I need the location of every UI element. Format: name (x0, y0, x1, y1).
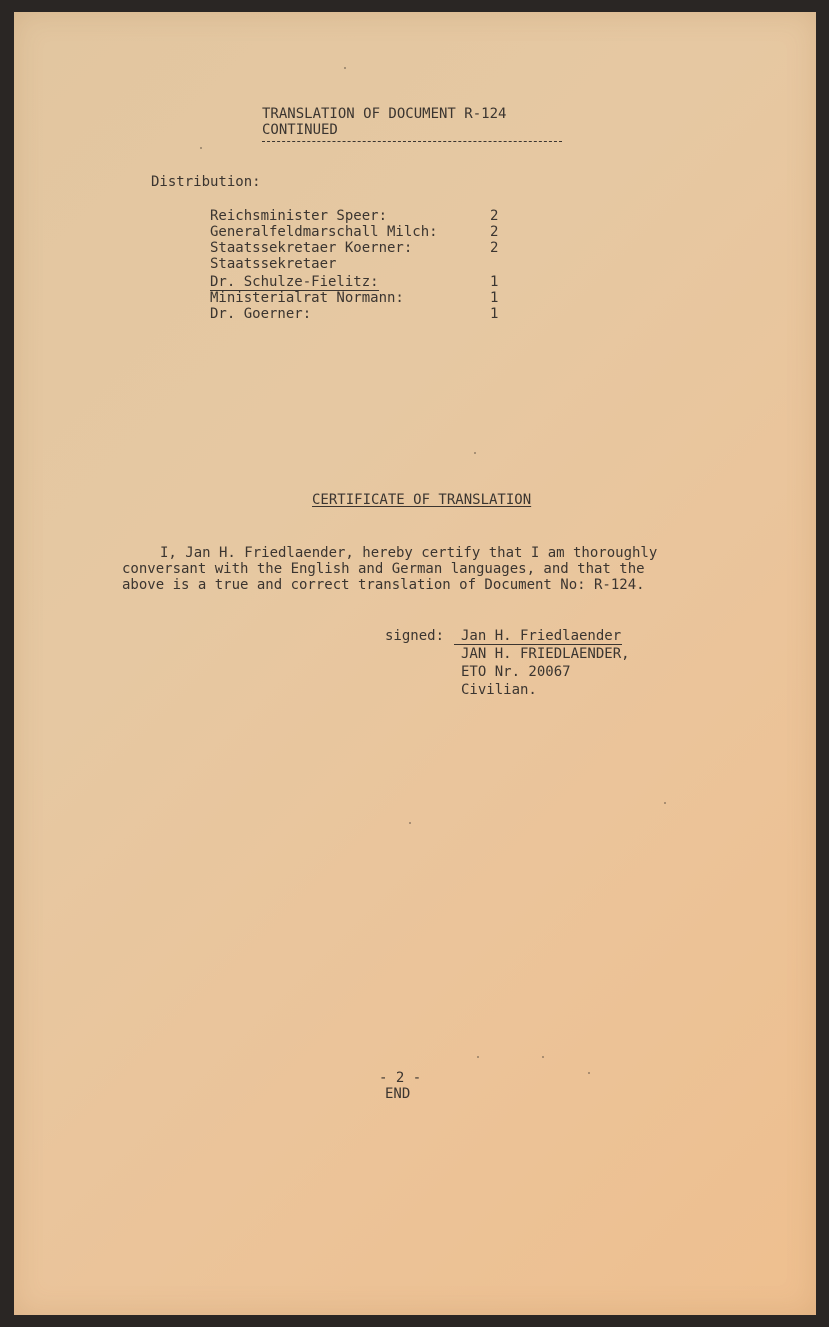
signature-status: Civilian. (461, 682, 537, 698)
distribution-entry-name: Reichsminister Speer: (210, 208, 388, 224)
paper-speck (588, 1072, 590, 1074)
distribution-label: Distribution: (151, 174, 261, 190)
distribution-entry-count: 1 (490, 274, 499, 290)
paper-speck (344, 67, 346, 69)
distribution-entry-count: 1 (490, 290, 499, 306)
certificate-line: I, Jan H. Friedlaender, hereby certify that I am thoroughly (160, 545, 658, 561)
paper-speck (664, 802, 666, 804)
distribution-entry-name: Ministerialrat Normann: (210, 290, 404, 306)
distribution-entry-count: 2 (490, 240, 499, 256)
signature-name: Jan H. Friedlaender (461, 628, 622, 644)
certificate-line: conversant with the English and German languages, and that the (122, 561, 645, 577)
page-number: - 2 - (379, 1070, 422, 1086)
signature-id: ETO Nr. 20067 (461, 664, 571, 680)
paper-speck (409, 822, 411, 824)
distribution-entry-name: Generalfeldmarschall Milch: (210, 224, 438, 240)
document-title: TRANSLATION OF DOCUMENT R-124 (262, 106, 507, 122)
paper-speck (542, 1056, 544, 1058)
title-dashed-rule (262, 141, 562, 142)
distribution-entry-count: 1 (490, 306, 499, 322)
paper-speck (474, 452, 476, 454)
certificate-heading: CERTIFICATE OF TRANSLATION (312, 492, 532, 508)
distribution-entry-name: Staatssekretaer Koerner: (210, 240, 413, 256)
paper-speck (200, 147, 202, 149)
distribution-entry-name: Dr. Goerner: (210, 306, 312, 322)
signature-rule (454, 644, 622, 645)
certificate-line: above is a true and correct translation of Document No: R-124. (122, 577, 645, 593)
paper-speck (477, 1056, 479, 1058)
distribution-entry-name: Staatssekretaer (210, 256, 337, 272)
signature-label: signed: (385, 628, 445, 644)
end-mark: END (385, 1086, 411, 1102)
document-subtitle: CONTINUED (262, 122, 338, 138)
distribution-entry-name (210, 274, 379, 290)
document-page (14, 12, 816, 1315)
distribution-entry-count: 2 (490, 208, 499, 224)
distribution-entry-count: 2 (490, 224, 499, 240)
distribution-entry-name-underlined: Dr. Schulze-Fielitz: (210, 274, 379, 290)
signature-typed-name: JAN H. FRIEDLAENDER, (461, 646, 630, 662)
